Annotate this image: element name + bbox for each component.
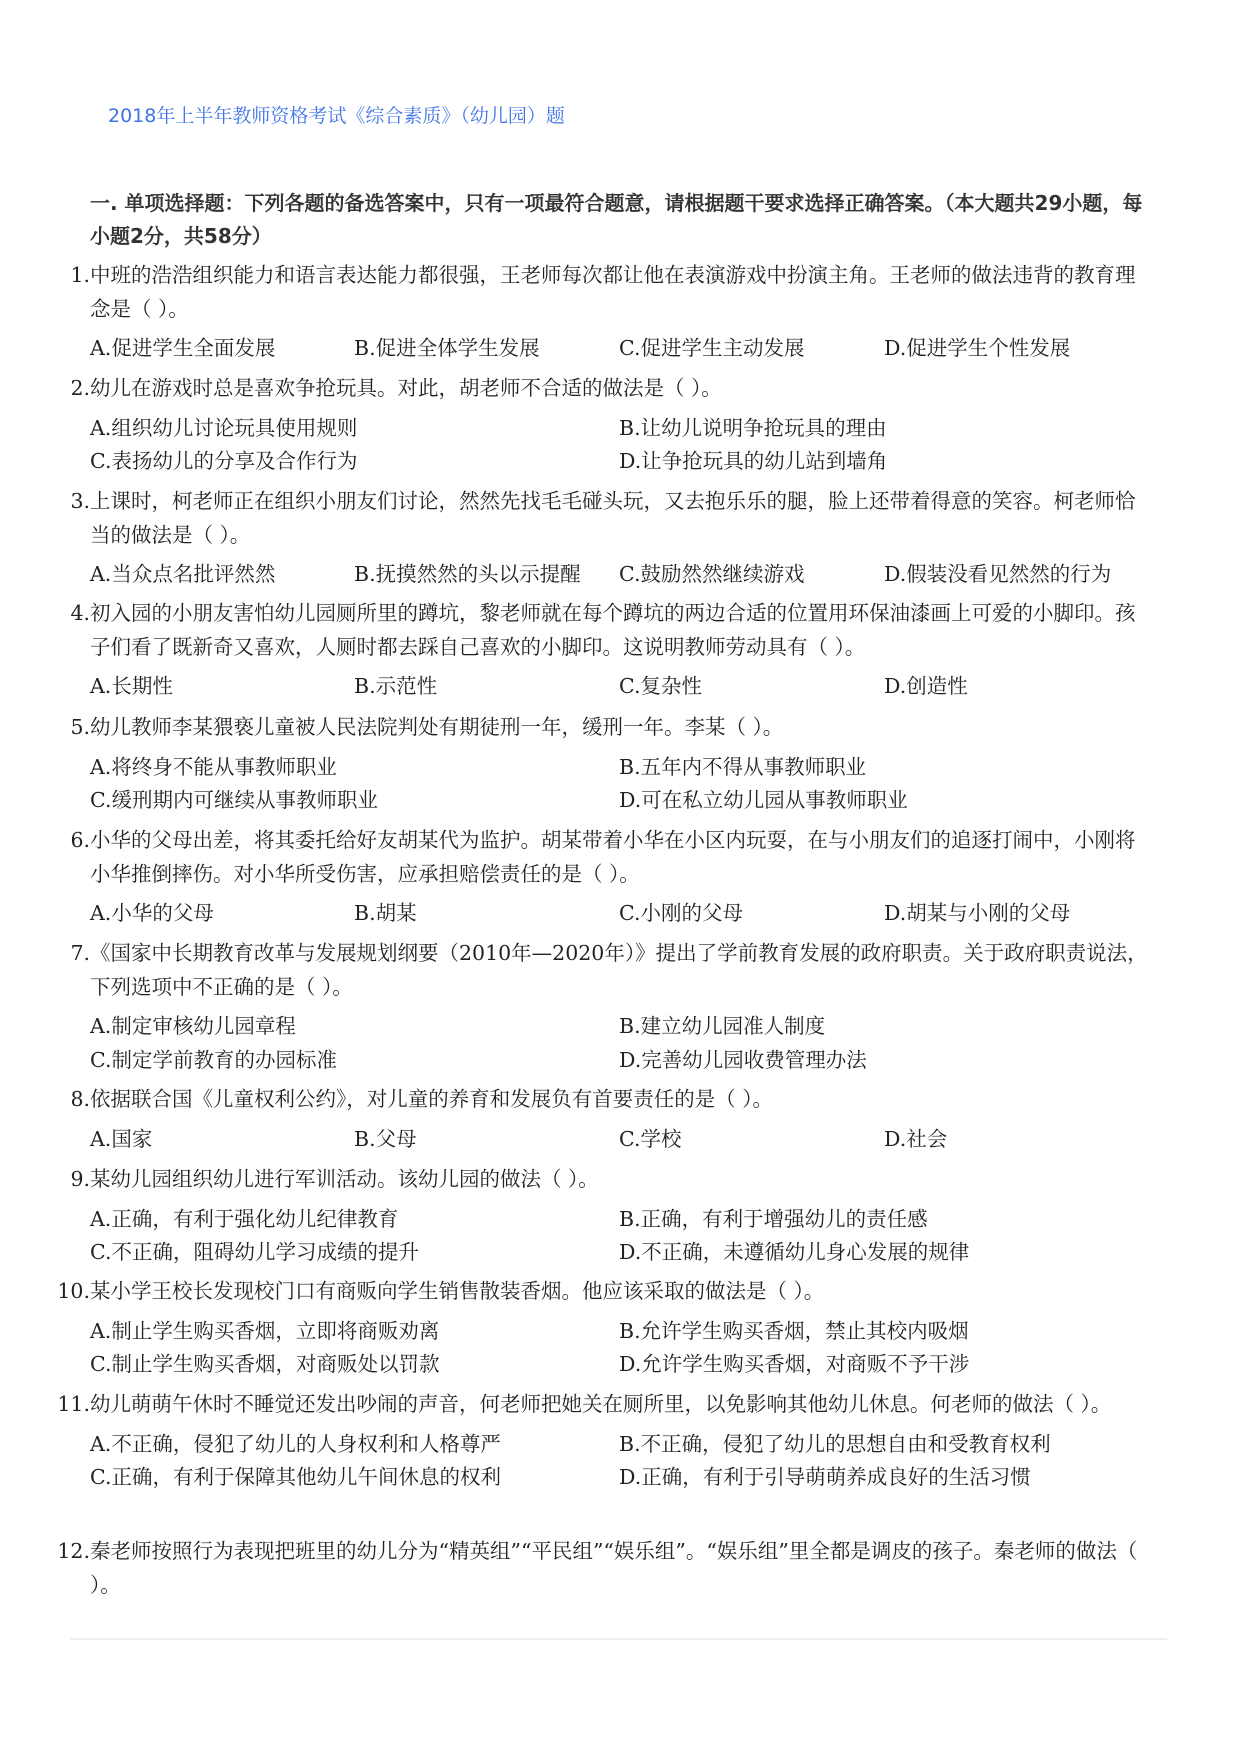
question-number: 2.: [70, 376, 90, 400]
option-c[interactable]: C.制止学生购买香烟，对商贩处以罚款: [90, 1352, 440, 1376]
option-a[interactable]: A.当众点名批评然然: [90, 562, 276, 586]
document-title: 2018年上半年教师资格考试《综合素质》（幼儿园）题: [108, 105, 565, 127]
question-4: [60, 597, 1160, 704]
options: [90, 1010, 1160, 1077]
option-b[interactable]: B.五年内不得从事教师职业: [619, 754, 867, 779]
question-number: 8.: [70, 1087, 90, 1111]
option-d[interactable]: D.可在私立幼儿园从事教师职业: [619, 788, 908, 812]
options: [90, 558, 1160, 592]
option-a[interactable]: A.制定审核幼儿园章程: [90, 1014, 296, 1038]
option-c[interactable]: C.不正确，阻碍幼儿学习成绩的提升: [90, 1240, 419, 1264]
question-stem: 幼儿教师李某猥亵儿童被人民法院判处有期徒刑一年，缓刑一年。李某（ ）。: [90, 715, 784, 739]
question-stem: 初入园的小朋友害怕幼儿园厕所里的蹲坑，黎老师就在每个蹲坑的两边合适的位置用环保油漆画上可爱的小脚印。孩子们看了既新奇又喜欢，人厕时都去踩自己喜欢的小脚印。这说明教师劳动具有（ ）。: [90, 601, 1136, 659]
option-a[interactable]: A.国家: [90, 1126, 153, 1151]
option-d[interactable]: D.完善幼儿园收费管理办法: [619, 1047, 867, 1072]
question-number: 3.: [70, 489, 90, 513]
question-stem: 中班的浩浩组织能力和语言表达能力都很强，王老师每次都让他在表演游戏中扮演主角。王老师的做法违背的教育理念是（ ）。: [90, 263, 1136, 321]
question-number: 10.: [57, 1279, 90, 1303]
option-a[interactable]: A.组织幼儿讨论玩具使用规则: [90, 415, 358, 440]
option-b[interactable]: B.正确，有利于增强幼儿的责任感: [619, 1206, 928, 1231]
question-3: [60, 485, 1160, 592]
question-number: 1.: [70, 263, 90, 287]
option-c[interactable]: C.表扬幼儿的分享及合作行为: [90, 449, 358, 473]
option-b[interactable]: B.不正确，侵犯了幼儿的思想自由和受教育权利: [619, 1431, 1051, 1456]
question-10: [57, 1275, 1160, 1382]
options: [90, 1315, 1160, 1382]
option-a[interactable]: A.正确，有利于强化幼儿纪律教育: [90, 1206, 399, 1231]
option-d[interactable]: D.不正确，未遵循幼儿身心发展的规律: [619, 1240, 970, 1264]
question-stem: 上课时，柯老师正在组织小朋友们讨论，然然先找毛毛碰头玩，又去抱乐乐的腿，脸上还带着得意的笑容。柯老师恰当的做法是（ ）。: [90, 489, 1136, 547]
question-stem: 依据联合国《儿童权利公约》，对儿童的养育和发展负有首要责任的是（ ）。: [90, 1087, 774, 1111]
question-stem: 幼儿在游戏时总是喜欢争抢玩具。对此，胡老师不合适的做法是（ ）。: [90, 376, 722, 400]
question-stem: 秦老师按照行为表现把班里的幼儿分为“精英组”“平民组”“娱乐组”。“娱乐组”里全都是调皮的孩子。秦老师的做法（ ）。: [90, 1539, 1138, 1597]
question-7: [60, 937, 1160, 1077]
option-d[interactable]: D.创造性: [884, 674, 968, 698]
options: [90, 897, 1160, 931]
option-b[interactable]: B.胡某: [354, 901, 417, 925]
question-5: [60, 711, 1160, 818]
question-number: 4.: [70, 601, 90, 625]
question-9: [60, 1163, 1160, 1270]
option-c[interactable]: C.正确，有利于保障其他幼儿午间休息的权利: [90, 1465, 501, 1489]
question-6: [60, 824, 1160, 931]
option-c[interactable]: C.制定学前教育的办园标准: [90, 1047, 337, 1072]
option-d[interactable]: D.允许学生购买香烟，对商贩不予干涉: [619, 1352, 970, 1376]
option-b[interactable]: B.示范性: [354, 674, 438, 698]
option-d[interactable]: D.让争抢玩具的幼儿站到墙角: [619, 449, 888, 473]
option-a[interactable]: A.不正确，侵犯了幼儿的人身权利和人格尊严: [90, 1431, 501, 1456]
options: [90, 670, 1160, 704]
question-number: 9.: [70, 1167, 90, 1191]
option-c[interactable]: C.小刚的父母: [619, 901, 743, 925]
option-c[interactable]: C.复杂性: [619, 674, 702, 698]
question-2: [60, 372, 1160, 479]
option-b[interactable]: B.促进全体学生发展: [354, 336, 540, 360]
question-stem: 《国家中长期教育改革与发展规划纲要（2010年—2020年）》提出了学前教育发展的政府职责。关于政府职责说法，下列选项中不正确的是（ ）。: [90, 941, 1148, 999]
option-c[interactable]: C.学校: [619, 1126, 682, 1151]
option-b[interactable]: B.抚摸然然的头以示提醒: [354, 562, 581, 586]
option-b[interactable]: B.父母: [354, 1126, 417, 1151]
options: [90, 332, 1160, 366]
option-a[interactable]: A.将终身不能从事教师职业: [90, 754, 337, 779]
option-d[interactable]: D.正确，有利于引导萌萌养成良好的生活习惯: [619, 1465, 1031, 1489]
option-a[interactable]: A.长期性: [90, 674, 173, 698]
options: [90, 1428, 1160, 1495]
question-12: [57, 1535, 1160, 1602]
question-stem: 幼儿萌萌午休时不睡觉还发出吵闹的声音，何老师把她关在厕所里，以免影响其他幼儿休息。何老师的做法（ ）。: [90, 1392, 1112, 1416]
question-number: 7.: [70, 941, 90, 965]
question-11: [57, 1388, 1160, 1495]
question-stem: 某幼儿园组织幼儿进行军训活动。该幼儿园的做法（ ）。: [90, 1167, 599, 1191]
option-b[interactable]: B.建立幼儿园准人制度: [619, 1014, 826, 1038]
options: [90, 751, 1160, 818]
option-c[interactable]: C.促进学生主动发展: [619, 336, 805, 360]
option-c[interactable]: C.鼓励然然继续游戏: [619, 562, 805, 586]
option-d[interactable]: D.假装没看见然然的行为: [884, 562, 1112, 586]
question-number: 12.: [57, 1539, 90, 1563]
question-number: 6.: [70, 828, 90, 852]
option-a[interactable]: A.制止学生购买香烟，立即将商贩劝离: [90, 1318, 440, 1343]
options: [90, 1123, 1160, 1157]
question-stem: 某小学王校长发现校门口有商贩向学生销售散装香烟。他应该采取的做法是（ ）。: [90, 1279, 825, 1303]
option-a[interactable]: A.小华的父母: [90, 901, 214, 925]
question-1: [60, 259, 1160, 366]
question-number: 11.: [57, 1392, 90, 1416]
page-divider: [70, 1638, 1167, 1640]
question-number: 5.: [70, 715, 90, 739]
option-d[interactable]: D.胡某与小刚的父母: [884, 901, 1071, 925]
option-b[interactable]: B.允许学生购买香烟，禁止其校内吸烟: [619, 1318, 969, 1343]
section-heading: 一. 单项选择题：下列各题的备选答案中，只有一项最符合题意，请根据题干要求选择正确答案。（本大题共29小题，每小题2分，共58分）: [90, 191, 1143, 248]
option-a[interactable]: A.促进学生全面发展: [90, 336, 276, 360]
question-stem: 小华的父母出差，将其委托给好友胡某代为监护。胡某带着小华在小区内玩耍，在与小朋友们的追逐打闹中，小刚将小华推倒摔伤。对小华所受伤害，应承担赔偿责任的是（ ）。: [90, 828, 1136, 886]
options: [90, 412, 1160, 479]
option-c[interactable]: C.缓刑期内可继续从事教师职业: [90, 788, 378, 812]
options: [90, 1203, 1160, 1270]
option-b[interactable]: B.让幼儿说明争抢玩具的理由: [619, 415, 887, 440]
option-d[interactable]: D.社会: [884, 1126, 948, 1151]
question-8: [60, 1083, 1160, 1156]
option-d[interactable]: D.促进学生个性发展: [884, 336, 1071, 360]
